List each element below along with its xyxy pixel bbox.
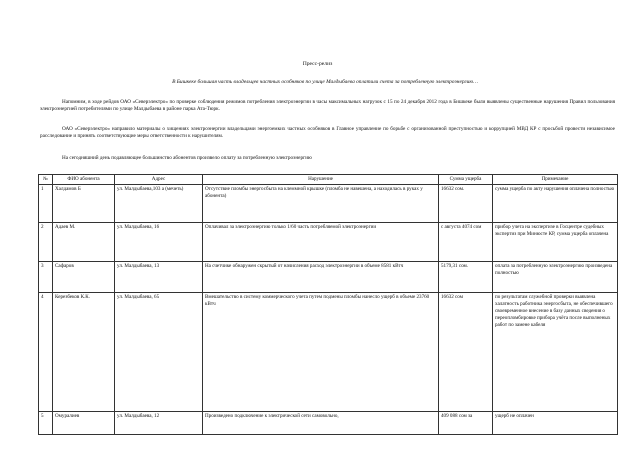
cell-address: ул. Малдыбаева, 16 bbox=[115, 222, 203, 261]
cell-address: ул. Малдыбаева,103 а (мечеть) bbox=[115, 184, 203, 222]
cell-violation: Отсутствие пломбы энергосбыта на клеммной крышке (пломба не навешена, а находилась в руках у абонента) bbox=[203, 184, 439, 222]
cell-note: прибор учета на экспертизе в Госцентре судебных экспертиз при Минюсте КР, сумма ущерба оплачена bbox=[493, 222, 618, 261]
header-address: Адрес bbox=[115, 175, 203, 185]
cell-note: ущерб не оплачен bbox=[493, 411, 618, 434]
cell-note: сумма ущерба по акту нарушения оплачена полностью bbox=[493, 184, 618, 222]
cell-violation: Вмешательство в систему коммерческого учета путем подмены пломбы нанесло ущерб в объеме 23760 кВтч bbox=[203, 292, 439, 411]
table-header-row bbox=[39, 175, 618, 185]
cell-amount: 409 088 сом за bbox=[439, 411, 493, 434]
document-title: Пресс-релиз bbox=[302, 61, 333, 67]
paragraph-3: На сегодняшний день подавляющее большинство абонентов произвело оплату за потребленную электроэнергию bbox=[62, 155, 312, 161]
table-row bbox=[39, 411, 618, 434]
cell-name: Халдамов Б bbox=[53, 184, 115, 222]
table-row bbox=[39, 184, 618, 222]
cell-number: 5 bbox=[39, 411, 53, 434]
cell-note: оплата за потребленную электроэнергию произведена полностью bbox=[493, 261, 618, 292]
cell-name: Омуралиев bbox=[53, 411, 115, 434]
cell-amount: 16632 сом. bbox=[439, 184, 493, 222]
cell-amount: с августа 4074 сом bbox=[439, 222, 493, 261]
cell-violation: На счетчике обнаружен скрытый от начисления расход электроэнергии в объеме 8581 кВтч bbox=[203, 261, 439, 292]
cell-name: Адаев М. bbox=[53, 222, 115, 261]
paragraph-2: ОАО «Северэлектро» направило материалы о хищениях электроэнергии владельцами энергоемких частных особняков в Главное управление по борьбе с организованной преступностью и коррупцией МВД КР с просьбой провести независимое расследование и принять соответствующие меры ответственности к нарушителям. bbox=[40, 126, 615, 140]
cell-note: по результатам служебной проверки выявлена халатность работника энергосбыта, не обеспечившего своевременное внесение в базу данных сведения о переопломбировке прибора учёта после выполненых работ по замене кабеля bbox=[493, 292, 618, 411]
header-note: Примечание bbox=[493, 175, 618, 185]
cell-number: 3 bbox=[39, 261, 53, 292]
header-name: ФИО абонента bbox=[53, 175, 115, 185]
cell-address: ул. Малдыбаева, 12 bbox=[115, 411, 203, 434]
header-violation: Нарушение bbox=[203, 175, 439, 185]
cell-address: ул. Малдыбаева, 13 bbox=[115, 261, 203, 292]
cell-number: 2 bbox=[39, 222, 53, 261]
header-number: № bbox=[39, 175, 53, 185]
cell-number: 1 bbox=[39, 184, 53, 222]
paragraph-1: Напомним, в ходе рейдов ОАО «Северэлектро» по проверке соблюдения режимов потребления электроэнергии в часы максимальных нагрузок с 15 по 24 декабря 2012 года в Бишкеке были выявлены существенные нарушения Правил пользования электроэнергией потребителями по улице Малдыбаева в районе парка Ата-Тюрк. bbox=[40, 99, 615, 113]
cell-address: ул. Малдыбаева, 65 bbox=[115, 292, 203, 411]
table-row bbox=[39, 222, 618, 261]
cell-amount: 16632 сом bbox=[439, 292, 493, 411]
table-row bbox=[39, 292, 618, 411]
document-subtitle: В Бишкеке большая часть владельцев частных особняков по улице Малдыбаева оплатили счета за потребленную электроэнергию… bbox=[172, 79, 478, 85]
cell-number: 4 bbox=[39, 292, 53, 411]
table-row bbox=[39, 261, 618, 292]
cell-violation: Произведено подключение к электрической сети самовольно, bbox=[203, 411, 439, 434]
cell-name: Сафаров bbox=[53, 261, 115, 292]
violations-table bbox=[38, 174, 618, 435]
cell-amount: 5179,31 сом. bbox=[439, 261, 493, 292]
cell-violation: Оплачивал за электроэнергию только 1/60 часть потребляемой электроэнергии bbox=[203, 222, 439, 261]
cell-name: Керезбеков К.К. bbox=[53, 292, 115, 411]
header-amount: Сумма ущерба bbox=[439, 175, 493, 185]
